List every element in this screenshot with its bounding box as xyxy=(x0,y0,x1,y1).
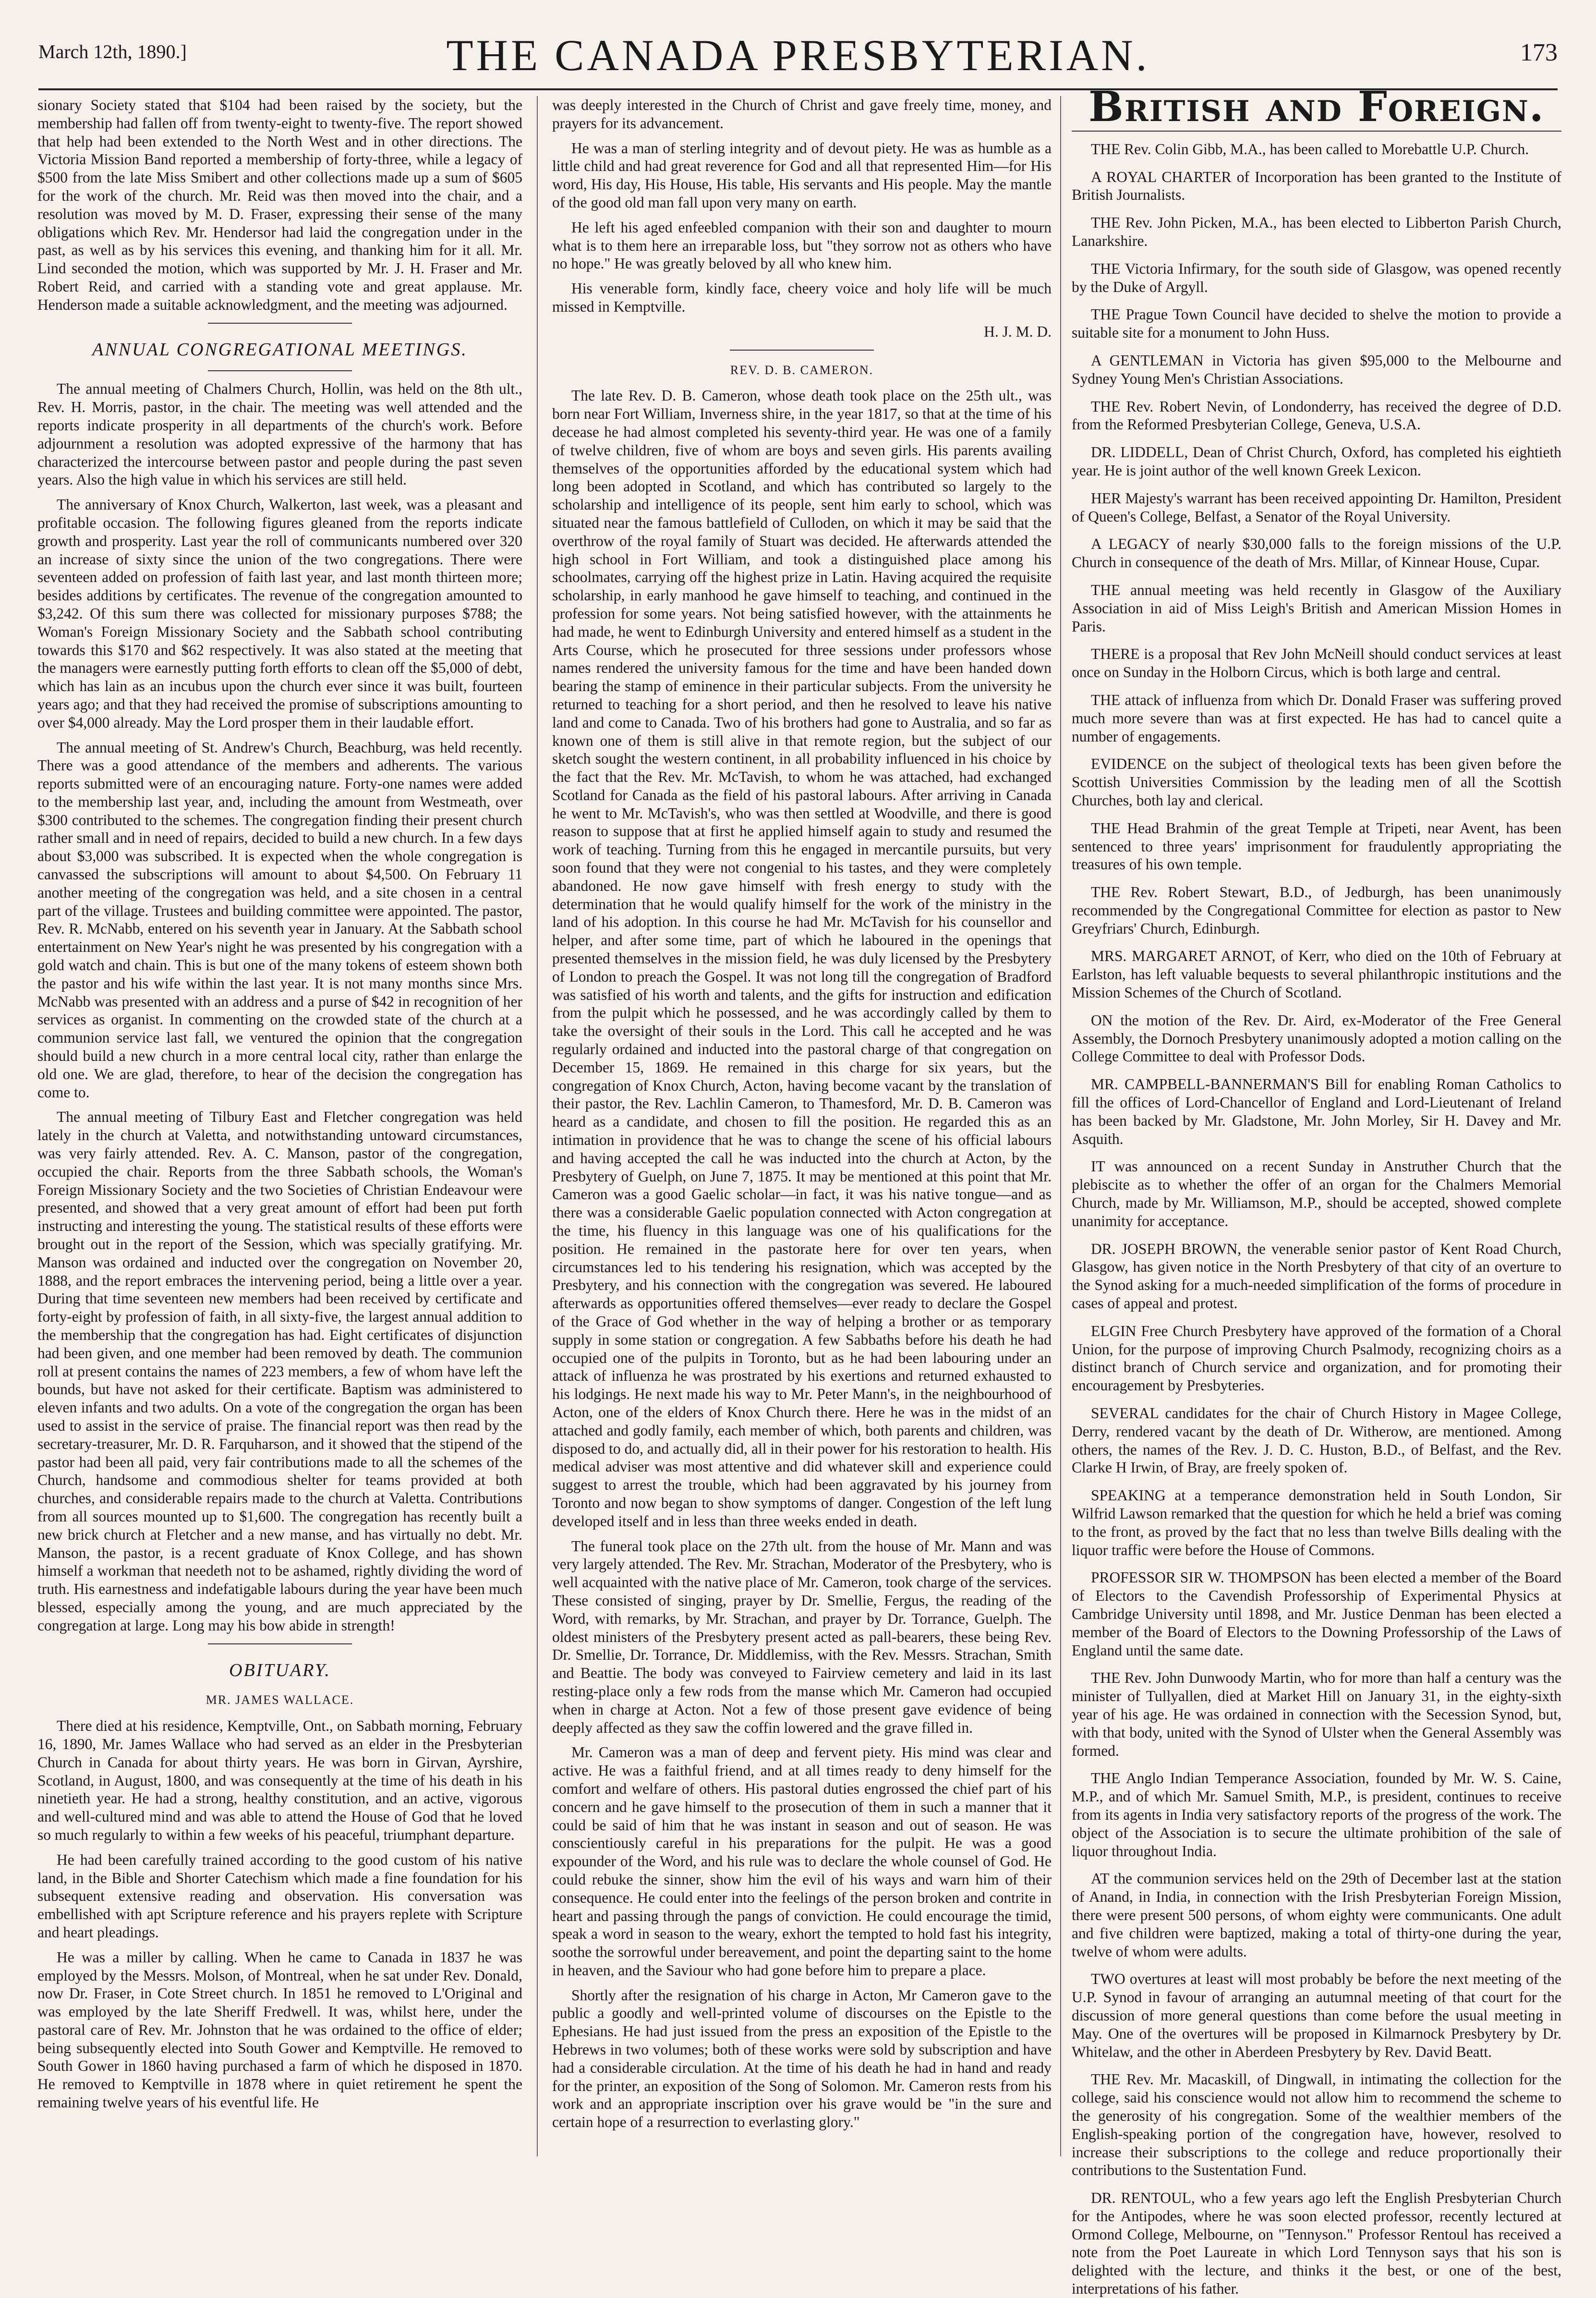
newspaper-title: THE CANADA PRESBYTERIAN. xyxy=(446,31,1150,80)
news-item: A LEGACY of nearly $30,000 falls to the foreign missions of the U.P. Church in consequence of the death of Mrs. Millar, of Kinnear House, Cupar. xyxy=(1072,535,1561,571)
news-item: ELGIN Free Church Presbytery have approved of the formation of a Choral Union, for the purpose of improving Church Psalmody, recognizing choirs as a distinct branch of Church service and organization, and for promoting their encouragement by Presbyteries. xyxy=(1072,1322,1561,1394)
news-item: THE Rev. John Dunwoody Martin, who for more than half a century was the minister of Tullyallen, died at Market Hill on January 31, in the eighty-sixth year of his age. He was ordained in connection with the Secession Synod, but, with that body, united with the Synod of Ulster when the General Assembly was formed. xyxy=(1072,1669,1561,1759)
paragraph: He left his aged enfeebled companion with their son and daughter to mourn what is to them here an irreparable loss, but "they sorrow not as others who have no hope." He was greatly beloved by all who knew him. xyxy=(552,219,1052,272)
section-rule xyxy=(208,1643,352,1644)
paragraph: The annual meeting of St. Andrew's Church, Beachburg, was held recently. There was a good attendance of the members and adherents. The various reports submitted were of an encouraging nature. Forty-one names were added to the membership last year, and, including the amount from Westmeath, over $300 contributed to the schemes. The congregation finding their present church rather small and in need of repairs, decided to build a new church. In a few days about $3,000 was subscribed. It is expected when the whole congregation is canvassed the subscriptions will amount to about $4,500. On February 11 another meeting of the congregation was held, and a site chosen in a central part of the village. Trustees and building committee were appointed. The pastor, Rev. R. McNabb, entered on his seventh year in January. At the Sabbath school entertainment on New Year's night he was presented by his congregation with a gold watch and chain. This is but one of the many tokens of esteem shown both the pastor and his wife within the last year. It is not many months since Mrs. McNabb was presented with an address and a purse of $42 in recognition of her services as organist. In commenting on the crowded state of the church at a communion service last fall, we ventured the opinion that the congregation should build a new church in a more central local city, rather than enlarge the old one. We are glad, therefore, to hear of the decision the congregation has come to. xyxy=(37,739,522,1101)
news-item: MR. CAMPBELL-BANNERMAN'S Bill for enabling Roman Catholics to fill the offices of Lord-Chancellor of England and Lord-Lieutenant of Ireland has been backed by Mr. Gladstone, Mr. John Morley, Sir H. Davey and Mr. Asquith. xyxy=(1072,1076,1561,1147)
paragraph: His venerable form, kindly face, cheery voice and holy life will be much missed in Kemptville. xyxy=(552,280,1052,315)
news-item: THE Victoria Infirmary, for the south side of Glasgow, was opened recently by the Duke of Argyll. xyxy=(1072,260,1561,295)
paragraph: He had been carefully trained according to the good custom of his native land, in the Bible and Shorter Catechism which made a fine foundation for his subsequent extensive reading and observation. His conversation was embellished with apt Scripture reference and his prayers replete with Scripture and heart pleadings. xyxy=(37,1851,522,1941)
paragraph: Shortly after the resignation of his charge in Acton, Mr Cameron gave to the public a goodly and well-printed volume of discourses on the Epistle to the Ephesians. He had just issued from the press an exposition of the Epistle to the Hebrews in two volumes; both of these works were sold by subscription and have had a considerable circulation. At the time of his death he had in hand and ready for the printer, an exposition of the Song of Solomon. Mr. Cameron rests from his work and an appropriate inscription over his grave would be "in the sure and certain hope of a resurrection to everlasting glory." xyxy=(552,1986,1052,2131)
news-item: PROFESSOR SIR W. THOMPSON has been elected a member of the Board of Electors to the Cavendish Professorship of Experimental Physics at Cambridge University until 1898, and Mr. Justice Denman has been elected a member of the Board of Electors to the Downing Professorship of the Laws of England until the same date. xyxy=(1072,1569,1561,1659)
paragraph: The annual meeting of Tilbury East and Fletcher congregation was held lately in the church at Valetta, and notwithstanding untoward circumstances, was very fairly attended. Rev. A. C. Manson, pastor of the congregation, occupied the chair. Reports from the three Sabbath schools, the Woman's Foreign Missionary Society and the two Societies of Christian Endeavour were presented, and showed that a very great amount of effort had been put forth instructing and interesting the young. The statistical results of these efforts were brought out in the report of the Session, which was specially gratifying. Mr. Manson was ordained and inducted over the congregation on November 20, 1888, and the report embraces the intervening period, being a little over a year. During that time seventeen new members had been received by certificate and forty-eight by profession of faith, in all sixty-five, the largest annual addition to the membership that the congregation has had. Eight certificates of disjunction had been given, and one member had been removed by death. The communion roll at present contains the names of 223 members, a few of whom have left the bounds, but have not asked for their certificate. Baptism was administered to eleven infants and two adults. On a vote of the congregation the organ has been used to assist in the service of praise. The financial report was then read by the secretary-treasurer, Mr. D. R. Farquharson, and it showed that the stipend of the pastor had been all paid, very fair contributions made to all the schemes of the Church, handsome and commodious shelter for teams provided at both churches, and considerable repairs made to the church at Valetta. Contributions from all sources mounted up to $1,600. The congregation has recently built a new brick church at Fletcher and a new manse, and has virtually no debt. Mr. Manson, the pastor, is a recent graduate of Knox College, and has shown himself a workman that needeth not to be ashamed, rightly dividing the word of truth. His earnestness and indefatigable labours during the year have been much blessed, especially among the young, and are much appreciated by the congregation at large. Long may his bow abide in strength! xyxy=(37,1108,522,1634)
news-item: THE Head Brahmin of the great Temple at Tripeti, near Avent, has been sentenced to three years' imprisonment for fraudulently appropriating the treasures of his own temple. xyxy=(1072,819,1561,873)
news-item: THE Rev. John Picken, M.A., has been elected to Libberton Parish Church, Lanarkshire. xyxy=(1072,214,1561,249)
paragraph: The late Rev. D. B. Cameron, whose death took place on the 25th ult., was born near Fort William, Inverness shire, in the year 1817, so that at the time of his decease he had almost completed his seventy-third year. He was one of a family of twelve children, five of whom are boys and seven girls. His parents availing themselves of the opportunities afforded by the educational system which had long been adopted in Scotland, and which has contributed so largely to the scholarship and intelligence of its people, sent him early to school, which was situated near the famous battlefield of Culloden, on which it may be said that the overthrow of the royal family of Stuart was decided. He afterwards attended the high school in Fort William, and took a distinguished place among his schoolmates, carrying off the highest prize in Latin. Having acquired the requisite scholarship, in early manhood he gave himself to teaching, and continued in the profession for some years. Not being satisfied however, with the attainments he had made, he went to Edinburgh University and entered himself as a student in the Arts Course, which he prosecuted for three sessions under professors whose names rendered the university famous for the time and have been handed down bearing the stamp of eminence in their particular subjects. From the university he returned to teaching for a short period, and then he resolved to leave his native land and come to Canada. Two of his brothers had gone to Australia, and so far as known one of them is still alive in that remote region, but the subject of our sketch sought the western continent, in all probability influenced in his choice by the fact that the Rev. Mr. McTavish, to whom he was attached, had exchanged Scotland for Canada as the field of his pastoral labours. After arriving in Canada he went to Mr. McTavish's, who was then settled at Woodville, and there is good reason to suppose that at first he applied himself again to study and resumed the work of teaching. Turning from this he engaged in mercantile pursuits, but very soon found that they were not congenial to his tastes, and they were completely abandoned. He now gave himself with fresh energy to study with the determination that he would qualify himself for the work of the ministry in the land of his adoption. In this course he had Mr. McTavish for his counsellor and helper, and after some time, part of which he laboured in the openings that presented themselves in the mission field, he was duly licensed by the Presbytery of London to preach the Gospel. It was not long till the congregation of Bradford was satisfied of his worth and talents, and the gifts for instruction and edification from the pulpit which he possessed, and he was accordingly called by them to take the oversight of their souls in the Lord. This call he accepted and he was regularly ordained and inducted into the pastoral charge of that congregation on December 15, 1869. He remained in this charge for six years, but the congregation of Knox Church, Acton, having become vacant by the translation of their pastor, the Rev. Lachlin Cameron, to Thamesford, Mr. D. B. Cameron was heard as a candidate, and chosen to fill the position. He regarded this as an intimation in providence that he was to change the scene of his official labours and having accepted the call he was inducted into the church at Acton, by the Presbytery of Guelph, on June 7, 1875. It may be mentioned at this point that Mr. Cameron was a good Gaelic scholar—in fact, it was his native tongue—and as there was a considerable Gaelic population connected with Acton congregation at the time, his fluency in this language was one of his qualifications for the position. He remained in the pastorate here for over ten years, when circumstances led to his tendering his resignation, which was accepted by the Presbytery, and his connection with the congregation was severed. He laboured afterwards as opportunities offered themselves—ever ready to declare the Gospel of the Grace of God whether in the way of helping a brother or as temporary supply in some station or congregation. A few Sabbaths before his death he had occupied one of the pulpits in Toronto, but as he had been labouring under an attack of influenza he was prostrated by his exertions and returned exhausted to his lodgings. He next made his way to Mr. Peter Mann's, in the neighbourhood of Acton, one of the elders of Knox Church there. Here he was in the midst of an attached and godly family, each member of which, both parents and children, was disposed to do, and actually did, all in their power for his restoration to health. His medical adviser was most attentive and did whatever skill and experience could suggest to arrest the trouble, which had been aggravated by his journey from Toronto and now began to show symptoms of danger. Congestion of the left lung developed itself and in less than three weeks ended in death. xyxy=(552,387,1052,1530)
news-item: IT was announced on a recent Sunday in Anstruther Church that the plebiscite as to whether the offer of an organ for the Chalmers Memorial Church, made by Mr. Williamson, M.P., should be accepted, showed complete unanimity for acceptance. xyxy=(1072,1158,1561,1229)
masthead xyxy=(38,21,1558,90)
news-item: THE Anglo Indian Temperance Association, founded by Mr. W. S. Caine, M.P., and of which Mr. Samuel Smith, M.P., is president, continues to receive from its agents in India very satisfactory reports of the progress of the work. The object of the Association is to secure the ultimate prohibition of the sale of liquor throughout India. xyxy=(1072,1770,1561,1860)
news-item: DR. LIDDELL, Dean of Christ Church, Oxford, has completed his eightieth year. He is joint author of the well known Greek Lexicon. xyxy=(1072,444,1561,479)
news-item: THERE is a proposal that Rev John McNeill should conduct services at least once on Sunday in the Holborn Circus, which is both large and central. xyxy=(1072,645,1561,681)
column-2 xyxy=(552,96,1052,2156)
news-item: SEVERAL candidates for the chair of Church History in Magee College, Derry, rendered vacant by the death of Dr. Witherow, are mentioned. Among others, the names of the Rev. J. D. C. Huston, B.D., of Belfast, and the Rev. Clarke H Irwin, of Bray, are freely spoken of. xyxy=(1072,1405,1561,1476)
paragraph: He was a man of sterling integrity and of devout piety. He was as humble as a little child and had great reverence for God and all that represented Him—for His word, His day, His House, His table, His servants and His people. May the mantle of the good old man fall upon very many on earth. xyxy=(552,139,1052,211)
news-item: THE annual meeting was held recently in Glasgow of the Auxiliary Association in aid of Miss Leigh's British and American Mission Homes in Paris. xyxy=(1072,581,1561,635)
paragraph: The funeral took place on the 27th ult. from the house of Mr. Mann and was very largely attended. The Rev. Mr. Strachan, Moderator of the Presbytery, who is well acquainted with the native place of Mr. Cameron, took charge of the services. These consisted of singing, prayer by Dr. Smellie, Fergus, the reading of the Word, with remarks, by Mr. Strachan, and prayer by Dr. Torrance, Guelph. The oldest ministers of the Presbytery present acted as pall-bearers, these being Rev. Dr. Smellie, Dr. Torrance, Dr. Middlemiss, with the Rev. Messrs. Strachan, Smith and Beattie. The body was conveyed to Fairview cemetery and laid in its last resting-place only a few rods from the manse which Mr. Cameron had occupied when in charge at Acton. Not a few of those present gave evidence of being deeply affected as they saw the coffin lowered and the grave filled in. xyxy=(552,1537,1052,1736)
paragraph: The anniversary of Knox Church, Walkerton, last week, was a pleasant and profitable occasion. The following figures gleaned from the reports indicate growth and prosperity. Last year the roll of communicants numbered over 320 an increase of sixty since the union of the two congregations. There were seventeen added on profession of faith last year, and last month thirteen more; besides additions by certificates. The revenue of the congregation amounted to $3,242. Of this sum there was collected for missionary purposes $788; the Woman's Foreign Missionary Society and the Sabbath school contributing towards this $170 and $62 respectively. It was also stated at the meeting that the managers were earnestly putting forth efforts to clean off the $5,000 of debt, which has lain as an incubus upon the church ever since it was built, fourteen years ago; and that they had received the promise of subscriptions amounting to over $4,000 already. May the Lord prosper them in their laudable effort. xyxy=(37,496,522,731)
news-item: THE attack of influenza from which Dr. Donald Fraser was suffering proved much more severe than was at first expected. He has had to cancel quite a number of engagements. xyxy=(1072,691,1561,745)
paragraph: was deeply interested in the Church of Christ and gave freely time, money, and prayers for its advancement. xyxy=(552,97,1052,132)
signature: H. J. M. D. xyxy=(984,323,1052,340)
news-item: HER Majesty's warrant has been received appointing Dr. Hamilton, President of Queen's College, Belfast, a Senator of the Royal University. xyxy=(1072,489,1561,525)
news-item: ON the motion of the Rev. Dr. Aird, ex-Moderator of the Free General Assembly, the Dornoch Presbytery unanimously adopted a motion calling on the College Committee to deal with Professor Dods. xyxy=(1072,1011,1561,1065)
section-rule xyxy=(730,350,874,351)
obituary-subhead: MR. JAMES WALLACE. xyxy=(206,1693,354,1707)
news-item: MRS. MARGARET ARNOT, of Kerr, who died on the 10th of February at Earlston, has left valuable bequests to several philanthropic institutions and the Mission Schemes of the Church of Scotland. xyxy=(1072,948,1561,1001)
section-heading-british-foreign: British and Foreign. xyxy=(1088,83,1545,131)
news-item: A ROYAL CHARTER of Incorporation has been granted to the Institute of British Journalists. xyxy=(1072,168,1561,204)
section-heading-obituary: OBITUARY. xyxy=(229,1660,331,1680)
paragraph: Mr. Cameron was a man of deep and fervent piety. His mind was clear and active. He was a faithful friend, and at all times ready to deny himself for the comfort and welfare of others. His pastoral duties engrossed the chief part of his concern and he gave himself to the prosecution of them in such a manner that it could be said of him that he was instant in season and out of season. He was conscientiously careful in his preparations for the pulpit. He was a good expounder of the Word, and his rule was to declare the whole counsel of God. He could rebuke the sinner, show him the evil of his ways and warn him of their consequence. He could enter into the feelings of the person broken and contrite in heart and passing through the pangs of conviction. He could encourage the timid, speak a word in season to the weary, exhort the tempted to hold fast his integrity, soothe the sorrowful under bereavement, and point the departing saint to the home in heaven, and the Saviour who had gone before him to prepare a place. xyxy=(552,1744,1052,1979)
paragraph: sionary Society stated that $104 had been raised by the society, but the membership had fallen off from twenty-eight to twenty-five. The report showed that help had been extended to the North West and in other directions. The Victoria Mission Band reported a membership of forty-three, while a legacy of $500 from the late Miss Smibert and other collections made up a sum of $605 for the work of the church. Mr. Reid was then moved into the chair, and a resolution was moved by M. D. Fraser, expressing their sense of the many obligations which Rev. Mr. Hendersor had laid the congregation under in the past, as well as by his services this evening, and thanking him for it all. Mr. Lind seconded the motion, which was supported by Mr. J. H. Fraser and Mr. Robert Reid, and carried with a standing vote and great applause. Mr. Henderson made a suitable acknowledgment, and the meeting was adjourned. xyxy=(37,97,522,313)
section-heading-annual-meetings: ANNUAL CONGREGATIONAL MEETINGS. xyxy=(92,339,468,360)
news-item: DR. RENTOUL, who a few years ago left the English Presbyterian Church for the Antipodes, where he was soon elected professor, recently lectured at Ormond College, Melbourne, on "Tennyson." Professor Rentoul has received a note from the Poet Laureate in which Lord Tennyson says that his son is delighted with the lecture, and thinks it the best, or one of the best, interpretations of his father. xyxy=(1072,2189,1561,2298)
column-divider xyxy=(1060,96,1061,2156)
news-item: THE Rev. Robert Nevin, of Londonderry, has received the degree of D.D. from the Reformed Presbyterian College, Geneva, U.S.A. xyxy=(1072,398,1561,433)
column-3 xyxy=(1072,83,1561,2298)
page-number: 173 xyxy=(1520,39,1558,66)
news-item: A GENTLEMAN in Victoria has given $95,000 to the Melbourne and Sydney Young Men's Christian Associations. xyxy=(1072,352,1561,387)
section-rule xyxy=(208,370,352,371)
paragraph: There died at his residence, Kemptville, Ont., on Sabbath morning, February 16, 1890, Mr. James Wallace who had served as an elder in the Presbyterian Church in Canada for about thirty years. He was born in Girvan, Ayrshire, Scotland, in August, 1800, and was consequently at the time of his death in his ninetieth year. He had a strong, healthy constitution, and an active, vigorous and well-cultured mind and was able to attend the House of God that he loved so much regularly to within a few weeks of his peaceful, triumphant departure. xyxy=(37,1717,522,1843)
column-divider xyxy=(537,96,538,2156)
section-rule xyxy=(208,323,352,324)
news-item: SPEAKING at a temperance demonstration held in South London, Sir Wilfrid Lawson remarked that the question for which he held a brief was coming to the front, as proved by the fact that no less than twelve Bills dealing with the liquor traffic were before the House of Commons. xyxy=(1072,1487,1561,1558)
paragraph: The annual meeting of Chalmers Church, Hollin, was held on the 8th ult., Rev. H. Morris, pastor, in the chair. The meeting was well attended and the reports indicate prosperity in all departments of the church's work. Before adjournment a resolution was adopted expressive of the harmony that has characterized the intercourse between pastor and people during the past seven years. Also the high value in which his services are still held. xyxy=(37,380,522,488)
issue-date: March 12th, 1890.] xyxy=(38,41,187,62)
news-item-list xyxy=(1072,140,1561,2298)
news-item: TWO overtures at least will most probably be before the next meeting of the U.P. Synod in favour of arranging an autumnal meeting of that court for the discussion of more general questions than come before the usual meeting in May. One of the overtures will be proposed in Kilmarnock Presbytery by Dr. Whitelaw, and the other in Aberdeen Presbytery by Rev. David Beatt. xyxy=(1072,1970,1561,2060)
news-item: THE Prague Town Council have decided to shelve the motion to provide a suitable site for a monument to John Huss. xyxy=(1072,306,1561,341)
news-item: THE Rev. Mr. Macaskill, of Dingwall, in intimating the collection for the college, said his conscience would not allow him to recommend the scheme to the generosity of his congregation. Some of the wealthier members of the English-speaking portion of the congregation have, however, resolved to increase their subscriptions to the college and reduce proportionally their contributions to the Sustentation Fund. xyxy=(1072,2071,1561,2179)
obituary-subhead: REV. D. B. CAMERON. xyxy=(730,363,874,377)
column-1 xyxy=(37,96,522,2156)
news-item: AT the communion services held on the 29th of December last at the station of Anand, in India, in connection with the Irish Presbyterian Foreign Mission, there were present 500 persons, of whom eighty were communicants. One adult and five children were baptized, making a total of thirty-one during the year, twelve of whom were adults. xyxy=(1072,1870,1561,1960)
paragraph: He was a miller by calling. When he came to Canada in 1837 he was employed by the Messrs. Molson, of Montreal, when he sat under Rev. Donald, now Dr. Fraser, in Cote Street church. In 1851 he removed to L'Original and was employed by the late Sheriff Fredwell. It was, whilst here, under the pastoral care of Rev. Mr. Johnston that he was ordained to the office of elder; being subsequently elected into South Gower and Kemptville. He removed to South Gower in 1860 having purchased a farm of which he disposed in 1870. He removed to Kemptville in 1878 where in quiet retirement he spent the remaining twelve years of his eventful life. He xyxy=(37,1948,522,2111)
news-item: THE Rev. Colin Gibb, M.A., has been called to Morebattle U.P. Church. xyxy=(1091,140,1529,158)
news-item: THE Rev. Robert Stewart, B.D., of Jedburgh, has been unanimously recommended by the Congregational Committee for election as pastor to New Greyfriars' Church, Edinburgh. xyxy=(1072,884,1561,937)
news-item: DR. JOSEPH BROWN, the venerable senior pastor of Kent Road Church, Glasgow, has given notice in the North Presbytery of that city of an overture to the Synod asking for a much-needed simplification of the forms of procedure in cases of appeal and protest. xyxy=(1072,1240,1561,1312)
news-item: EVIDENCE on the subject of theological texts has been given before the Scottish Universities Commission by the leading men of all the Scottish Churches, both lay and clerical. xyxy=(1072,755,1561,809)
